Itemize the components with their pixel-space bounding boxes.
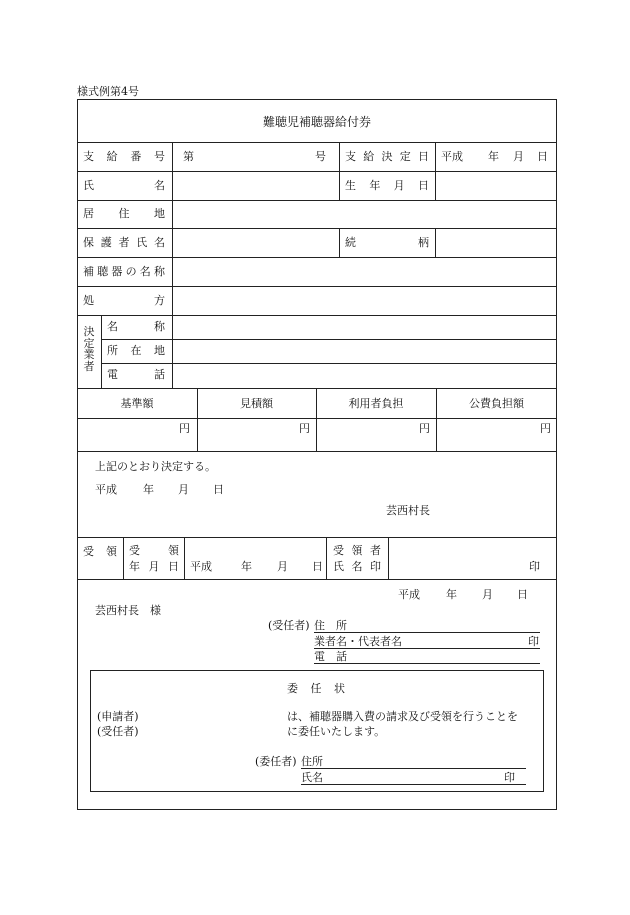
form-title: 難聴児補聴器給付券	[262, 115, 371, 129]
decision-hi: 日	[213, 483, 224, 496]
label-receipt-date-top: 受 領	[129, 544, 179, 557]
label-guardian-name: 保 護 者 氏 名	[83, 236, 165, 249]
delegator-address-line	[301, 768, 526, 769]
label-birthdate: 生 年 月 日	[345, 179, 429, 192]
delegation-nen: 年	[446, 588, 457, 601]
decision-hi: 日	[537, 150, 548, 163]
applicant-label: (申請者)	[97, 710, 139, 723]
rule	[184, 537, 185, 579]
label-receipt-date-bottom: 年 月 日	[129, 560, 179, 573]
rule	[339, 142, 340, 200]
delegation-tsuki: 月	[482, 588, 493, 601]
rule	[435, 142, 436, 200]
rule	[435, 228, 436, 257]
proxy-body-line2: に委任いたします。	[287, 725, 386, 738]
rule	[77, 142, 557, 143]
decision-heisei: 平成	[441, 150, 463, 163]
label-device-name: 補 聴 器 の 名 称	[83, 265, 165, 278]
agent-business-label: 業者名・代表者名	[314, 635, 402, 648]
rule	[77, 315, 557, 316]
rule	[101, 315, 102, 388]
delegation-hi: 日	[517, 588, 528, 601]
rule	[77, 228, 557, 229]
delegator-name-label: 氏名	[301, 771, 323, 784]
agent-business-line	[314, 648, 540, 649]
decision-tsuki: 月	[513, 150, 524, 163]
unit-yen: 円	[540, 422, 551, 435]
delegator-prefix: (委任者)	[255, 755, 297, 768]
rule	[388, 537, 389, 579]
decision-nen: 年	[143, 483, 154, 496]
label-vendor: 決 定 業 者	[83, 325, 95, 373]
decision-heisei: 平成	[95, 483, 117, 496]
rule	[77, 171, 557, 172]
mayor-title: 芸西村長	[386, 504, 430, 517]
delegator-address-label: 住所	[301, 755, 323, 768]
header-user-burden: 利用者負担	[348, 397, 404, 410]
number-go: 号	[315, 150, 326, 163]
header-estimate-amount: 見積額	[240, 397, 273, 410]
form-number-label: 様式例第4号	[77, 85, 139, 98]
agent-phone-line	[314, 663, 540, 664]
rule	[77, 579, 557, 580]
rule	[77, 537, 557, 538]
rule	[172, 142, 173, 388]
label-vendor-location: 所 在 地	[107, 344, 165, 357]
decision-nen: 年	[488, 150, 499, 163]
rule	[123, 537, 124, 579]
unit-yen: 円	[179, 422, 190, 435]
agent-prefix: (受任者)	[268, 619, 310, 632]
label-receiver-top: 受 領 者	[333, 544, 381, 557]
header-standard-amount: 基準額	[120, 397, 154, 410]
agent-label: (受任者)	[97, 725, 139, 738]
proxy-title: 委 任 状	[287, 682, 345, 695]
label-relationship: 続 柄	[345, 236, 429, 249]
label-vendor-phone: 電 話	[107, 368, 165, 381]
label-receiver-bottom: 氏 名 印	[333, 560, 381, 573]
label-receipt: 受 領	[83, 545, 117, 558]
decision-text: 上記のとおり決定する。	[95, 460, 216, 473]
agent-address-label: 住 所	[314, 619, 347, 632]
rule	[77, 388, 557, 389]
proxy-body-line1: は、補聴器購入費の請求及び受領を行うことを	[287, 710, 518, 723]
unit-yen: 円	[419, 422, 430, 435]
rule	[77, 286, 557, 287]
label-prescription: 処 方	[83, 294, 165, 307]
number-dai: 第	[183, 150, 194, 163]
delegation-heisei: 平成	[398, 588, 420, 601]
rule	[77, 451, 557, 452]
receipt-nen: 年	[241, 560, 252, 573]
delegator-name-line	[301, 784, 526, 785]
receipt-tsuki: 月	[277, 560, 288, 573]
rule	[339, 228, 340, 257]
label-payment-number: 支 給 番 号	[83, 150, 165, 163]
agent-address-line	[314, 632, 540, 633]
header-public-burden: 公費負担額	[469, 397, 524, 410]
receipt-hi: 日	[312, 560, 323, 573]
agent-phone-label: 電 話	[314, 650, 347, 663]
rule	[77, 257, 557, 258]
rule	[77, 418, 557, 419]
unit-yen: 円	[299, 422, 310, 435]
rule	[101, 363, 557, 364]
rule	[326, 537, 327, 579]
label-name: 氏 名	[83, 179, 165, 192]
decision-tsuki: 月	[178, 483, 189, 496]
addressee: 芸西村長 様	[95, 604, 161, 617]
receipt-heisei: 平成	[190, 560, 212, 573]
receipt-seal: 印	[529, 560, 540, 573]
rule	[77, 200, 557, 201]
delegator-seal: 印	[504, 771, 515, 784]
label-decision-date: 支 給 決 定 日	[345, 150, 429, 163]
agent-seal: 印	[528, 635, 539, 648]
label-residence: 居 住 地	[83, 207, 165, 220]
label-vendor-name: 名 称	[107, 320, 165, 333]
rule	[101, 339, 557, 340]
